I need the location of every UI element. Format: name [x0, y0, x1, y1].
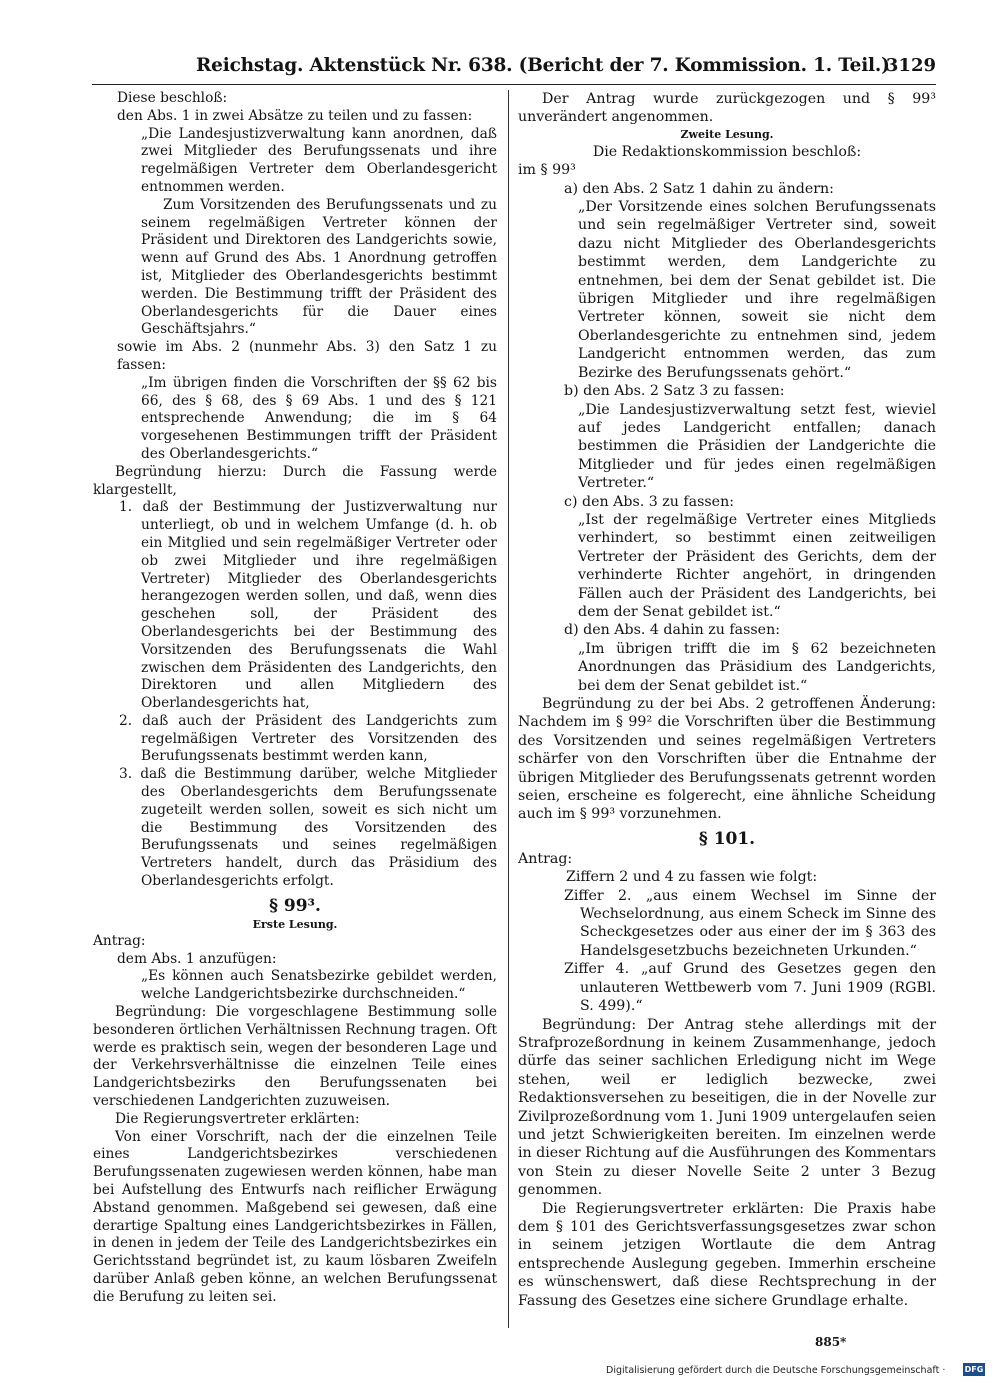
left-column-paragraph: dem Abs. 1 anzufügen: [117, 950, 277, 967]
right-column-paragraph: d) den Abs. 4 dahin zu fassen: [564, 622, 780, 639]
left-column [93, 90, 497, 1307]
dfg-logo: DFG [964, 1365, 984, 1374]
right-column-paragraph: Ziffer 4. „auf Grund des Gesetzes gegen den unlauteren Wettbewerb vom 7. Juni 1909 (RGBl. S. 499).“ [564, 961, 936, 1015]
digitization-credit: Digitalisierung gefördert durch die Deutsche Forschungsgemeinschaft · [606, 1365, 946, 1376]
right-column-paragraph: im § 99³ [518, 162, 576, 179]
page-header [196, 55, 936, 83]
left-column-paragraph: Antrag: [93, 932, 146, 949]
header-rule [92, 84, 936, 85]
left-column-paragraph: den Abs. 1 in zwei Absätze zu teilen und zu fassen: [117, 107, 473, 124]
page-number: 3129 [885, 55, 936, 76]
left-column-paragraph: „Es können auch Senatsbezirke gebildet werden, welche Landgerichtsbezirke durchschneiden.“ [141, 968, 497, 1003]
right-column-paragraph: Ziffer 2. „aus einem Wechsel im Sinne der Wechselordnung, aus einem Scheck im Sinne des Scheckgesetzes oder aus einer der im § 363 des Handelsgesetzbuchs bezeichneten Urkunden.“ [564, 887, 936, 959]
right-column-paragraph: „Der Vorsitzende eines solchen Berufungssenats und sein regelmäßiger Vertreter sind, soweit dazu nicht Mitglieder des Oberlandesgerichts bestimmt werden, dem Landgerichte zu entnehmen, bei dem der Senat gebildet ist. Die übrigen Mitglieder und ihre regelmäßigen Vertreter können, soweit sie nicht dem Oberlandesgerichte zu entnehmen sind, jedem Landgericht entnommen werden, das zum Bezirke des Berufungssenats gehört.“ [578, 199, 936, 381]
left-column-paragraph: „Die Landesjustizverwaltung kann anordnen, daß zwei Mitglieder des Berufungssenats und ihre regelmäßigen Vertreter dem Oberlandesgericht entnommen werden. [141, 125, 497, 195]
right-column-paragraph: Ziffern 2 und 4 zu fassen wie folgt: [566, 869, 818, 886]
left-column-paragraph: Diese beschloß: [117, 90, 228, 106]
left-column-paragraph: Begründung hierzu: Durch die Fassung werde klargestellt, [93, 463, 497, 498]
right-column-paragraph: a) den Abs. 2 Satz 1 dahin zu ändern: [564, 180, 834, 197]
left-column-paragraph: Von einer Vorschrift, nach der die einzelnen Teile eines Landgerichtsbezirkes verschiedenen Berufungssenaten zugewiesen werden können, habe man bei Aufstellung des Entwurfs nach reiflicher Erwägung Abstand genommen. Maßgebend sei gewesen, daß eine derartige Spaltung eines Landgerichtsbezirkes in Fällen, in denen in jedem der Teile des Landgerichtsbezirkes ein Gerichtsstand begründet ist, zu kaum lösbaren Zweifeln darüber Anlaß geben könne, an welchen Berufungssenat die Berufung zu leiten sei. [93, 1128, 497, 1305]
left-column-paragraph: „Im übrigen finden die Vorschriften der §§ 62 bis 66, des § 68, des § 69 Abs. 1 und des § 121 entsprechende Anwendung; die im § 64 vorgesehenen Bestimmungen trifft der Präsident des Oberlandesgerichts.“ [141, 374, 497, 462]
right-column-paragraph: Die Regierungsvertreter erklärten: Die Praxis habe dem § 101 des Gerichtsverfassungsgesetzes zwar schon in seinem jetzigen Wortlaute die dem Antrag entsprechende Auslegung gegeben. Immerhin erscheine es wünschenswert, daß diese Rechtsprechung in der Fassung des Gesetzes eine sichere Grundlage erhalte. [518, 1200, 936, 1309]
right-column-paragraph: Die Redaktionskommission beschloß: [592, 143, 862, 160]
left-column-paragraph: 3. daß die Bestimmung darüber, welche Mitglieder des Oberlandesgerichts dem Berufungssenate zugeteilt werden sollen, soweit es sich nicht um die Bestimmung des Vorsitzenden des Berufungssenats und seines regelmäßigen Vertreters handelt, durch das Präsidium des Oberlandesgerichts erfolgt. [119, 766, 497, 890]
right-column-paragraph: Zweite Lesung. [680, 127, 774, 141]
right-column-paragraph: „Ist der regelmäßige Vertreter eines Mitglieds verhindert, so bestimmt einen zeitweiligen Vertreter der Präsident des Gerichts, dem der verhinderte Richter angehört, in dringenden Fällen auch der Präsident des Landgerichts, bei dem der Senat gebildet ist.“ [578, 511, 936, 620]
left-column-paragraph: Begründung: Die vorgeschlagene Bestimmung solle besonderen örtlichen Verhältnissen Rechnung tragen. Oft werde es praktisch sein, wegen der besonderen Lage und der Verkehrsverhältnisse die einzelnen Teile eines Landgerichtsbezirks den Berufungssenaten bei verschiedenen Landgerichten zuzuweisen. [93, 1004, 497, 1110]
column-divider [508, 90, 509, 1328]
right-column-paragraph: Antrag: [518, 850, 573, 867]
page-header-title: Reichstag. Aktenstück Nr. 638. (Bericht der 7. Kommission. 1. Teil.) [196, 55, 890, 76]
right-column-paragraph: „Im übrigen trifft die im § 62 bezeichneten Anordnungen das Präsidium des Landgerichts, bei dem der Senat gebildet ist.“ [578, 640, 936, 694]
right-column-paragraph: c) den Abs. 3 zu fassen: [564, 493, 734, 510]
left-column-paragraph: 1. daß der Bestimmung der Justizverwaltung nur unterliegt, ob und in welchem Umfange (d. h. ob ein Mitglied und sein regelmäßiger Vertreter oder ob zwei Mitglieder und ihre regelmäßigen Vertreter) Mitglieder des Oberlandesgerichts herangezogen werden sollen, und daß, wenn dies geschehen soll, der Präsident des Oberlandesgerichts bei der Bestimmung des Vorsitzenden des Berufungssenats die Wahl zwischen dem Präsidenten des Landgerichts, den Direktoren und allen Mitgliedern des Oberlandesgerichts hat, [119, 499, 497, 712]
right-column-paragraph: Begründung: Der Antrag stehe allerdings mit der Strafprozeßordnung in keinem Zusammenhange, jedoch dürfe das seiner sachlichen Erledigung nicht im Wege stehen, weil er lediglich bezwecke, zwei Redaktionsversehen zu beseitigen, die in der Novelle zur Zivilprozeßordnung vom 1. Juni 1909 untergelaufen seien und jetzt Schwierigkeiten bereiten. Im einzelnen werde in dieser Richtung auf die Ausführungen des Kommentars von Stein zu dieser Novelle Seite 2 unter 3 Bezug genommen. [518, 1016, 936, 1199]
left-column-paragraph: Erste Lesung. [252, 917, 338, 931]
left-column-paragraph: Die Regierungsvertreter erklärten: [115, 1110, 360, 1127]
right-column-paragraph: Der Antrag wurde zurückgezogen und § 99³ unverändert angenommen. [518, 91, 936, 126]
right-column-paragraph: Begründung zu der bei Abs. 2 getroffenen Änderung: Nachdem im § 99² die Vorschriften über die Bestimmung des Vorsitzenden und seines regelmäßigen Vertreters schärfer von den Vorschriften über die Entnahme der übrigen Mitglieder des Berufungssenats getrennt worden seien, erscheine es folgerecht, eine ähnliche Scheidung auch im § 99³ vorzunehmen. [518, 696, 936, 823]
right-column [518, 90, 936, 1310]
left-column-paragraph: 2. daß auch der Präsident des Landgerichts zum regelmäßigen Vertreter des Vorsitzenden des Berufungssenats bestimmt werden kann, [119, 712, 497, 765]
right-column-paragraph: „Die Landesjustizverwaltung setzt fest, wieviel auf jedes Landgericht entfallen; danach bestimmen die Präsidien der Landgerichte die Mitglieder und für jedes einen regelmäßigen Vertreter.“ [578, 401, 936, 492]
sheet-number: 885* [815, 1335, 847, 1349]
right-column-paragraph: b) den Abs. 2 Satz 3 zu fassen: [564, 383, 785, 400]
left-column-paragraph: Zum Vorsitzenden des Berufungssenats und zu seinem regelmäßigen Vertreter können der Präsident und Direktoren des Landgerichts sowie, wenn auf Grund des Abs. 1 Anordnung getroffen ist, Mitglieder des Oberlandesgerichts bestimmt werden. Die Bestimmung trifft der Präsident des Oberlandesgerichts für die Dauer eines Geschäftsjahrs.“ [141, 196, 497, 338]
left-column-paragraph: § 99³. [269, 895, 321, 916]
right-column-paragraph: § 101. [698, 828, 756, 849]
left-column-paragraph: sowie im Abs. 2 (nunmehr Abs. 3) den Satz 1 zu fassen: [117, 339, 497, 373]
